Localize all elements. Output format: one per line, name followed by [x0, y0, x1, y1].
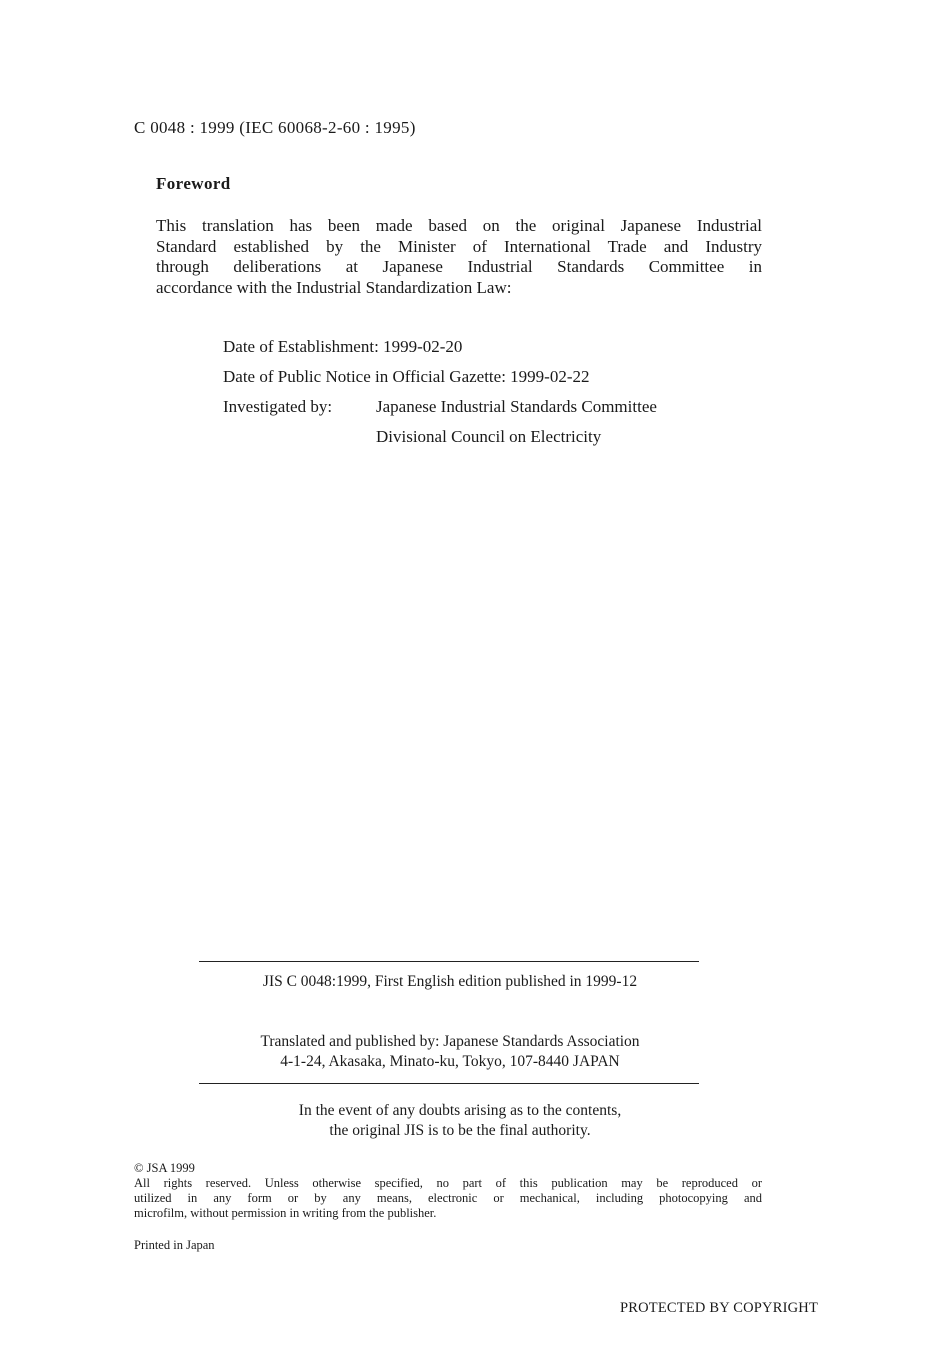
- foreword-line: accordance with the Industrial Standardization Law:: [156, 277, 512, 297]
- public-notice-row: [223, 366, 657, 396]
- authority-line: In the event of any doubts arising as to the contents,: [298, 1102, 622, 1119]
- investigated-row-continued: [223, 426, 657, 456]
- foreword-line: through deliberations at Japanese Industrial Standards Committee in: [156, 257, 762, 276]
- public-notice-label: Date of Public Notice in Official Gazette:: [223, 367, 506, 386]
- copyright-notice: © JSA 1999: [134, 1161, 195, 1175]
- divider-bottom: [199, 1083, 699, 1084]
- authority-line: the original JIS is to be the final authority.: [329, 1122, 591, 1139]
- investigated-by-committee: Japanese Industrial Standards Committee: [376, 397, 657, 416]
- authority-note: [0, 1101, 920, 1141]
- establishment-row: [223, 336, 657, 366]
- public-notice-date: 1999-02-22: [510, 367, 590, 386]
- foreword-paragraph: [156, 216, 762, 298]
- investigated-by-council: Divisional Council on Electricity: [376, 427, 602, 446]
- investigated-label: Investigated by:: [223, 397, 333, 416]
- publisher-address: 4-1-24, Akasaka, Minato-ku, Tokyo, 107-8440 JAPAN: [280, 1053, 620, 1070]
- rights-line: microfilm, without permission in writing from the publisher.: [134, 1206, 437, 1220]
- standard-number: C 0048 : 1999 (IEC 60068-2-60 : 1995): [134, 118, 416, 137]
- publisher-name: Translated and published by: Japanese Standards Association: [260, 1033, 640, 1050]
- rights-line: All rights reserved. Unless otherwise specified, no part of this publication may be reproduced or: [134, 1176, 762, 1190]
- foreword-title: Foreword: [156, 174, 231, 193]
- foreword-line: Standard established by the Minister of International Trade and Industry: [156, 236, 762, 256]
- publisher-block: [0, 1032, 900, 1072]
- printed-in-note: Printed in Japan: [134, 1238, 215, 1252]
- edition-note: JIS C 0048:1999, First English edition published in 1999-12: [262, 973, 638, 990]
- rights-line: utilized in any form or by any means, electronic or mechanical, including photocopying and: [134, 1191, 762, 1205]
- protected-watermark: PROTECTED BY COPYRIGHT: [620, 1300, 819, 1316]
- establishment-label: Date of Establishment:: [223, 337, 379, 356]
- establishment-details: [223, 336, 657, 456]
- investigated-row: [223, 396, 657, 426]
- divider-top: [199, 961, 699, 962]
- establishment-date: 1999-02-20: [383, 337, 463, 356]
- foreword-line: This translation has been made based on the original Japanese Industrial: [156, 216, 762, 235]
- copyright-block: [134, 1161, 762, 1221]
